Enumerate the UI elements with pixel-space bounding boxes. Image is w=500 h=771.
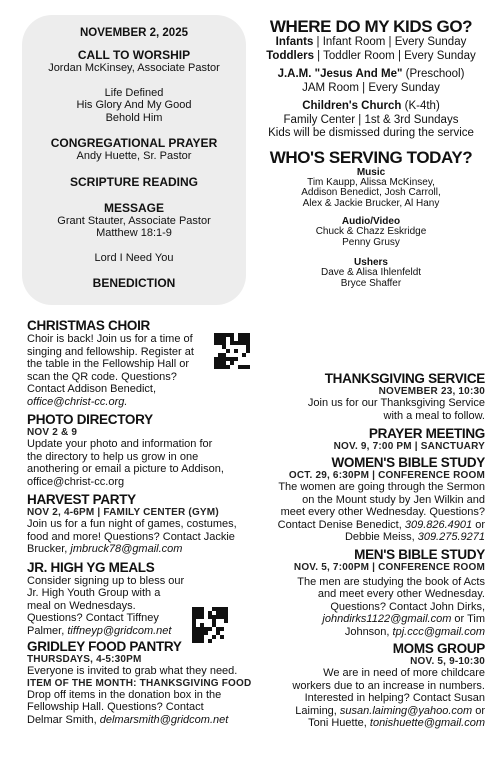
men-email-2[interactable]: tpj.ccc@gmail.com bbox=[392, 625, 485, 638]
childrens-church-text: Family Center | 1st & 3rd Sundays bbox=[283, 113, 459, 126]
left-announcements bbox=[27, 318, 252, 726]
photo-directory-dates: NOV 2 & 9 bbox=[27, 427, 78, 438]
av-label: Audio/Video bbox=[341, 216, 401, 227]
music-line-2: Addison Benedict, Josh Carroll, bbox=[301, 187, 441, 198]
message-passage: Matthew 18:1-9 bbox=[96, 227, 172, 239]
men-line-1: The men are studying the book of Acts bbox=[297, 575, 485, 588]
moms-group-heading: MOMS GROUP bbox=[392, 641, 485, 656]
childrens-church-age: (K-4th) bbox=[401, 100, 440, 112]
pantry-line-1: Everyone is invited to grab what they need. bbox=[27, 665, 238, 677]
jrhigh-line-4: Questions? Contact Tiffney bbox=[27, 612, 159, 624]
women-line-2: on the Mount study by Jen Wilkin and bbox=[302, 493, 485, 506]
photo-line-3: anothering or email a picture to Addison, bbox=[27, 463, 224, 475]
infants-text: | Infant Room | Every Sunday bbox=[313, 36, 467, 48]
jrhigh-line-5: Palmer, bbox=[27, 624, 68, 637]
women-phone-2[interactable]: 309.275.9271 bbox=[417, 531, 485, 543]
prayer-meeting-details: NOV. 9, 7:00 PM | SANCTUARY bbox=[333, 441, 485, 452]
christmas-choir-heading: CHRISTMAS CHOIR bbox=[27, 318, 150, 333]
music-line-1: Tim Kaupp, Alissa McKinsey, bbox=[307, 176, 435, 188]
closing-song: Lord I Need You bbox=[94, 251, 174, 264]
message-heading: MESSAGE bbox=[103, 200, 164, 215]
serving-heading: WHO'S SERVING TODAY? bbox=[269, 147, 473, 167]
call-to-worship-heading: CALL TO WORSHIP bbox=[77, 48, 191, 62]
song-3: Behold Him bbox=[105, 111, 163, 124]
jr-high-meals-heading: JR. HIGH YG MEALS bbox=[27, 559, 155, 575]
choir-email[interactable]: office@christ-cc.org. bbox=[27, 395, 128, 408]
ushers-line-2: Bryce Shaffer bbox=[340, 277, 402, 289]
moms-line-3: Interested in helping? Contact Susan bbox=[304, 692, 485, 704]
choir-qr-code[interactable] bbox=[214, 333, 250, 369]
toddlers-text: | Toddler Room | Every Sunday bbox=[313, 49, 476, 62]
men-or: or Tim bbox=[451, 613, 485, 625]
jam-label: J.A.M. "Jesus And Me" bbox=[277, 68, 403, 80]
message-speaker: Grant Stauter, Associate Pastor bbox=[57, 214, 211, 227]
harvest-party-details: NOV 2, 4-6PM | FAMILY CENTER (GYM) bbox=[27, 507, 219, 518]
choir-line-1: Choir is back! Join us for a time of bbox=[27, 333, 193, 345]
moms-name-2: Toni Huette, bbox=[308, 717, 370, 729]
moms-line-1: We are in need of more childcare bbox=[323, 667, 485, 679]
jam-text: JAM Room | Every Sunday bbox=[302, 81, 440, 94]
women-phone-1[interactable]: 309.826.4901 bbox=[404, 518, 473, 531]
women-line-3: meet every other Wednesday. Questions? bbox=[280, 506, 485, 518]
meal-signup-qr-code[interactable] bbox=[192, 607, 228, 643]
photo-line-4: office@christ-cc.org bbox=[27, 475, 125, 488]
song-1: Life Defined bbox=[104, 86, 164, 99]
ushers-label: Ushers bbox=[354, 257, 388, 268]
prayer-meeting-heading: PRAYER MEETING bbox=[368, 426, 485, 441]
pantry-email[interactable]: delmarsmith@gridcom.net bbox=[99, 713, 229, 726]
harvest-line-1: Join us for a fun night of games, costumes, bbox=[27, 518, 237, 530]
toddlers-label: Toddlers bbox=[266, 49, 314, 62]
pantry-line-4: Delmar Smith, bbox=[27, 713, 100, 726]
kids-section bbox=[258, 18, 484, 289]
music-label: Music bbox=[356, 166, 386, 178]
mens-study-heading: MEN'S BIBLE STUDY bbox=[354, 546, 485, 562]
song-2: His Glory And My Good bbox=[76, 99, 192, 111]
moms-line-2: workers due to an increase in numbers. bbox=[292, 679, 485, 692]
food-pantry-heading: GRIDLEY FOOD PANTRY bbox=[27, 639, 182, 654]
women-or: or bbox=[472, 518, 485, 531]
men-line-3: Questions? Contact John Dirks, bbox=[330, 600, 485, 613]
choir-line-2: singing and fellowship. Register at bbox=[27, 345, 194, 358]
jam-age: (Preschool) bbox=[402, 68, 465, 80]
men-name-2: Johnson, bbox=[344, 625, 393, 638]
mens-study-details: NOV. 5, 7:00PM | CONFERENCE ROOM bbox=[293, 561, 485, 573]
photo-directory-heading: PHOTO DIRECTORY bbox=[27, 412, 153, 427]
women-name-2: Debbie Meiss, bbox=[344, 531, 418, 543]
music-line-3: Alex & Jackie Brucker, Al Hany bbox=[302, 197, 440, 209]
moms-group-details: NOV. 5, 9-10:30 bbox=[410, 656, 485, 667]
pantry-line-2: Drop off items in the donation box in the bbox=[27, 688, 222, 701]
photo-line-2: the directory to help us grow in one bbox=[27, 450, 199, 463]
womens-study-details: OCT. 29, 6:30PM | CONFERENCE ROOM bbox=[288, 470, 485, 481]
kids-heading: WHERE DO MY KIDS GO? bbox=[269, 17, 473, 36]
harvest-party-heading: HARVEST PARTY bbox=[27, 492, 136, 507]
scripture-reading-heading: SCRIPTURE READING bbox=[69, 174, 198, 189]
harvest-email[interactable]: jmbruck78@gmail.com bbox=[70, 543, 183, 555]
jrhigh-email[interactable]: tiffneyp@gridcom.net bbox=[67, 624, 172, 637]
thanksgiving-heading: THANKSGIVING SERVICE bbox=[324, 371, 485, 386]
prayer-leader: Andy Huette, Sr. Pastor bbox=[76, 150, 192, 162]
jrhigh-line-3: meal on Wednesdays. bbox=[27, 599, 136, 612]
women-line-4: Contact Denise Benedict, bbox=[277, 518, 405, 531]
men-line-2: and meet every other Wednesday. bbox=[317, 588, 485, 600]
food-pantry-hours: THURSDAYS, 4-5:30PM bbox=[27, 654, 142, 665]
pantry-line-3: Fellowship Hall. Questions? Contact bbox=[27, 701, 204, 713]
jrhigh-line-1: Consider signing up to bless our bbox=[27, 574, 185, 587]
service-date: NOVEMBER 2, 2025 bbox=[79, 27, 188, 39]
benediction-heading: BENEDICTION bbox=[92, 276, 176, 290]
choir-line-4: scan the QR code. Questions? bbox=[27, 370, 177, 383]
photo-line-1: Update your photo and information for bbox=[27, 438, 213, 450]
moms-email-1[interactable]: susan.laiming@yahoo.com bbox=[339, 704, 473, 717]
call-to-worship-leader: Jordan McKinsey, Associate Pastor bbox=[48, 62, 220, 74]
womens-study-heading: WOMEN'S BIBLE STUDY bbox=[331, 455, 485, 470]
av-line-2: Penny Grusy bbox=[342, 236, 400, 248]
jrhigh-line-2: Jr. High Youth Group with a bbox=[27, 587, 161, 599]
ushers-line-1: Dave & Alisa Ihlenfeldt bbox=[320, 267, 422, 278]
thanks-line-1: Join us for our Thanksgiving Service bbox=[307, 397, 485, 409]
moms-or: or bbox=[472, 704, 485, 717]
choir-line-3: the table in the Fellowship Hall or bbox=[27, 358, 190, 370]
moms-email-2[interactable]: tonishuette@gmail.com bbox=[369, 717, 485, 729]
congregational-prayer-heading: CONGREGATIONAL PRAYER bbox=[50, 136, 218, 150]
av-line-1: Chuck & Chazz Eskridge bbox=[315, 226, 427, 237]
choir-line-5: Contact Addison Benedict, bbox=[27, 383, 157, 395]
thanksgiving-date: NOVEMBER 23, 10:30 bbox=[378, 386, 485, 397]
women-line-1: The women are going through the Sermon bbox=[278, 481, 485, 493]
infants-label: Infants bbox=[275, 36, 314, 48]
harvest-line-2: food and more! Questions? Contact Jackie bbox=[27, 530, 235, 543]
order-of-service-panel bbox=[22, 15, 246, 305]
right-announcements bbox=[258, 371, 485, 730]
kids-dismiss-text: Kids will be dismissed during the service bbox=[268, 127, 474, 139]
harvest-line-3: Brucker, bbox=[27, 543, 71, 555]
thanks-line-2: with a meal to follow. bbox=[383, 409, 485, 422]
childrens-church-label: Children's Church bbox=[302, 100, 402, 112]
item-of-month: ITEM OF THE MONTH: THANKSGIVING FOOD bbox=[27, 677, 252, 689]
men-email-1[interactable]: johndirks1122@gmail.com bbox=[322, 613, 452, 625]
moms-line-4: Laiming, bbox=[295, 704, 340, 717]
